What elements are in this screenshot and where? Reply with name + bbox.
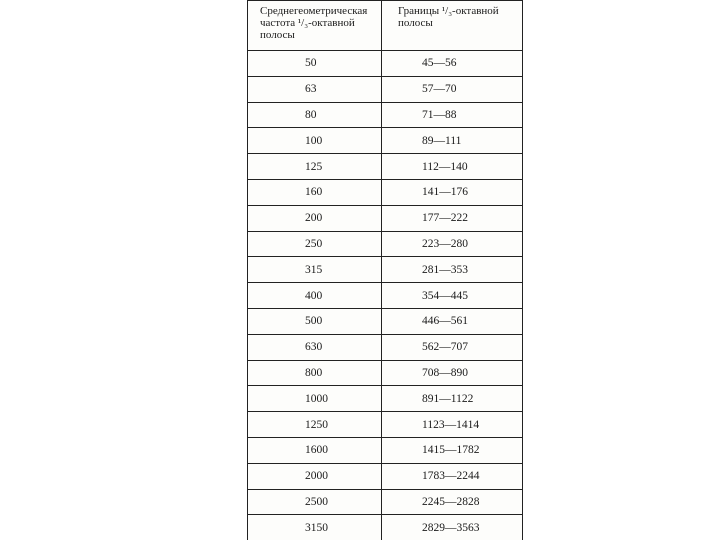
center-frequency-cell: 630 bbox=[248, 334, 382, 360]
table-row bbox=[248, 334, 523, 360]
table-row bbox=[248, 515, 523, 540]
band-limits-cell: 708—890 bbox=[382, 360, 523, 386]
table-row bbox=[248, 51, 523, 77]
center-frequency-cell: 63 bbox=[248, 76, 382, 102]
band-limits-cell: 562—707 bbox=[382, 334, 523, 360]
table-header-row bbox=[248, 1, 523, 51]
center-frequency-cell: 160 bbox=[248, 179, 382, 205]
band-limits-cell: 112—140 bbox=[382, 154, 523, 180]
third-octave-band-table bbox=[247, 0, 523, 540]
band-limits-cell: 1783—2244 bbox=[382, 463, 523, 489]
center-frequency-cell: 2500 bbox=[248, 489, 382, 515]
table-row bbox=[248, 308, 523, 334]
table-row bbox=[248, 205, 523, 231]
center-frequency-cell: 100 bbox=[248, 128, 382, 154]
center-frequency-cell: 80 bbox=[248, 102, 382, 128]
band-limits-cell: 141—176 bbox=[382, 179, 523, 205]
table-row bbox=[248, 386, 523, 412]
table-row bbox=[248, 257, 523, 283]
scanned-table-page bbox=[247, 0, 522, 540]
center-frequency-cell: 200 bbox=[248, 205, 382, 231]
center-frequency-cell: 125 bbox=[248, 154, 382, 180]
table-row bbox=[248, 231, 523, 257]
band-limits-cell: 57—70 bbox=[382, 76, 523, 102]
band-limits-cell: 446—561 bbox=[382, 308, 523, 334]
band-limits-cell: 2829—3563 bbox=[382, 515, 523, 540]
band-limits-cell: 223—280 bbox=[382, 231, 523, 257]
center-frequency-cell: 3150 bbox=[248, 515, 382, 540]
band-limits-cell: 71—88 bbox=[382, 102, 523, 128]
table-row bbox=[248, 128, 523, 154]
table-row bbox=[248, 102, 523, 128]
center-frequency-cell: 800 bbox=[248, 360, 382, 386]
center-frequency-cell: 1000 bbox=[248, 386, 382, 412]
center-frequency-cell: 250 bbox=[248, 231, 382, 257]
center-frequency-cell: 1600 bbox=[248, 437, 382, 463]
table-row bbox=[248, 437, 523, 463]
table-row bbox=[248, 179, 523, 205]
table-row bbox=[248, 76, 523, 102]
center-frequency-cell: 315 bbox=[248, 257, 382, 283]
band-limits-cell: 281—353 bbox=[382, 257, 523, 283]
center-frequency-cell: 500 bbox=[248, 308, 382, 334]
table-row bbox=[248, 412, 523, 438]
band-limits-cell: 1123—1414 bbox=[382, 412, 523, 438]
table-row bbox=[248, 360, 523, 386]
header-center-frequency: Среднегеометрическая частота ¹/₃-октавной полосы bbox=[248, 1, 382, 51]
center-frequency-cell: 50 bbox=[248, 51, 382, 77]
center-frequency-cell: 2000 bbox=[248, 463, 382, 489]
table-row bbox=[248, 463, 523, 489]
band-limits-cell: 177—222 bbox=[382, 205, 523, 231]
table-row bbox=[248, 154, 523, 180]
band-limits-cell: 1415—1782 bbox=[382, 437, 523, 463]
center-frequency-cell: 400 bbox=[248, 283, 382, 309]
band-limits-cell: 354—445 bbox=[382, 283, 523, 309]
table-row bbox=[248, 489, 523, 515]
header-band-limits: Границы ¹/₃-октавной полосы bbox=[382, 1, 523, 51]
table-row bbox=[248, 283, 523, 309]
band-limits-cell: 45—56 bbox=[382, 51, 523, 77]
band-limits-cell: 89—111 bbox=[382, 128, 523, 154]
band-limits-cell: 2245—2828 bbox=[382, 489, 523, 515]
center-frequency-cell: 1250 bbox=[248, 412, 382, 438]
band-limits-cell: 891—1122 bbox=[382, 386, 523, 412]
